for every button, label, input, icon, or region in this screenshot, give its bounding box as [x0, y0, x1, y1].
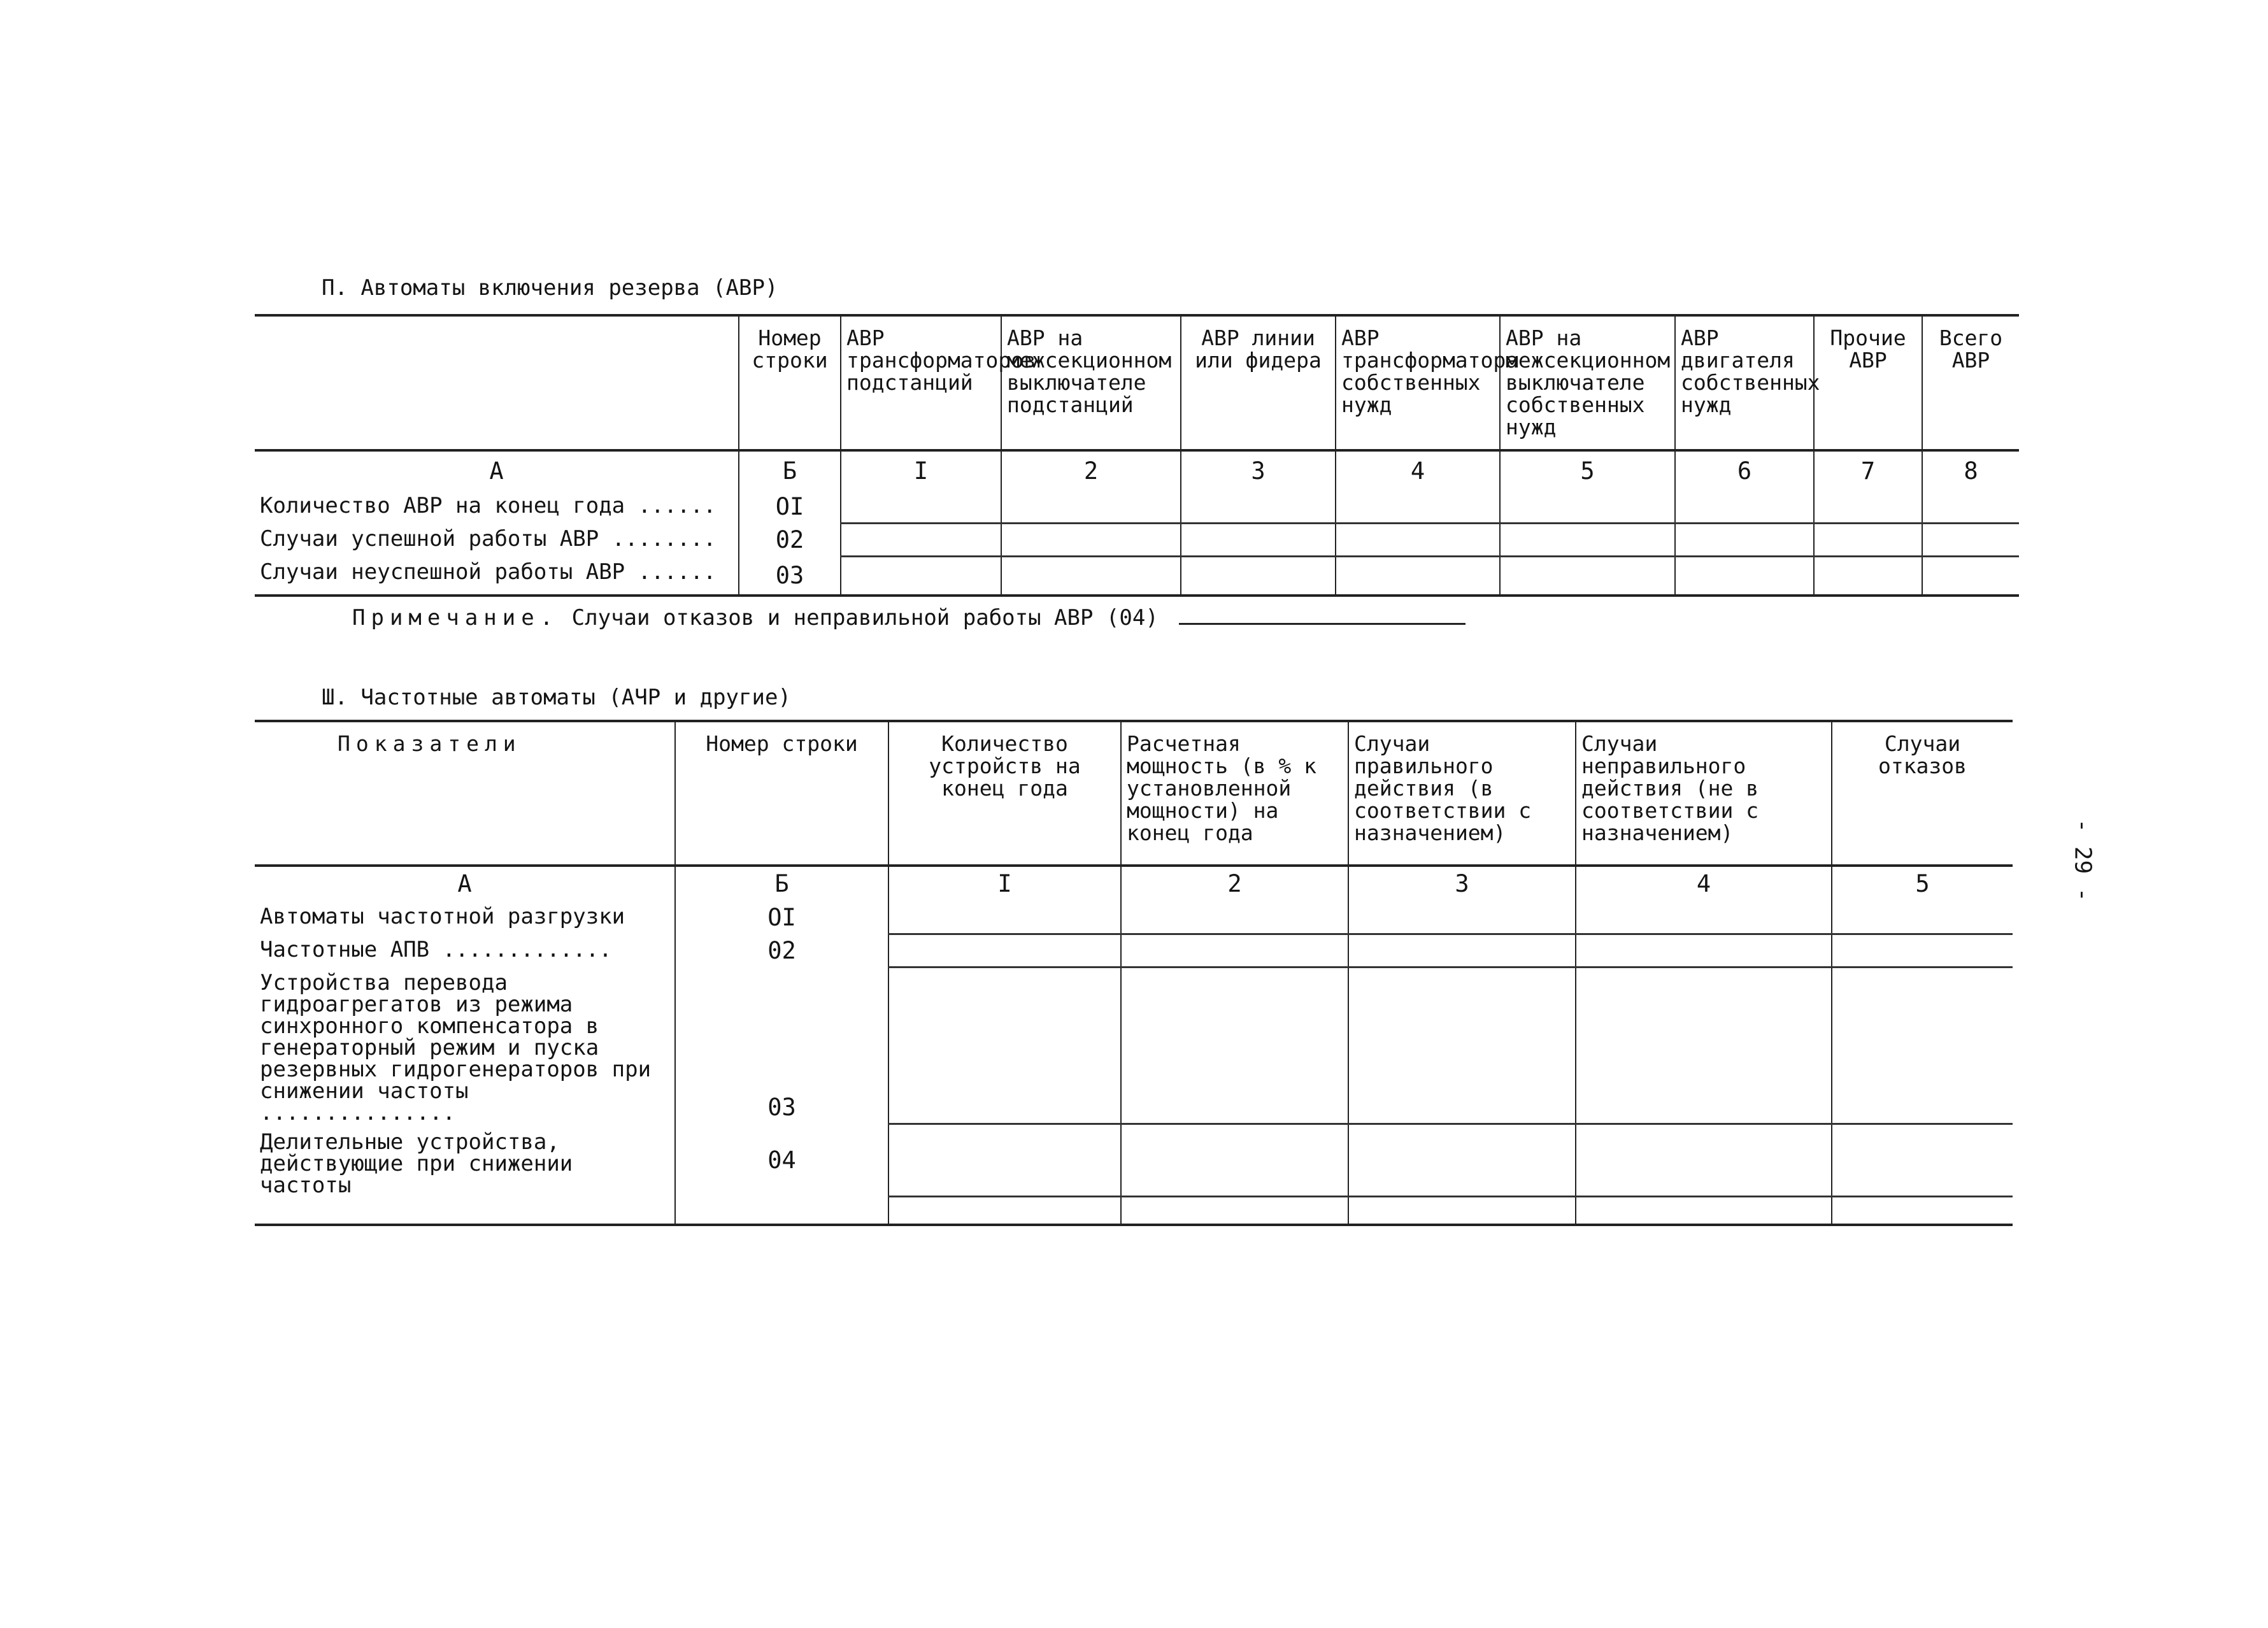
avr-header-sectional-own-needs: АВР на межсекционном выключателе собственных нужд — [1500, 315, 1675, 449]
table-row — [255, 1124, 2013, 1196]
freq-header-row — [255, 721, 2013, 864]
input-cell[interactable] — [1181, 490, 1336, 523]
input-cell[interactable] — [1348, 934, 1576, 967]
avr-note — [352, 605, 1466, 631]
page-number: - 29 - — [2069, 818, 2096, 902]
avr-header-blank — [255, 315, 739, 449]
input-cell[interactable] — [1336, 556, 1500, 596]
freq-code-3: 3 — [1348, 866, 1576, 901]
input-cell[interactable] — [1336, 523, 1500, 556]
table-row-spacer — [255, 1196, 2013, 1225]
freq-row-label: Частотные АПВ ............. — [260, 937, 612, 962]
freq-row-code: OI — [675, 901, 888, 934]
avr-code-a: А — [489, 457, 504, 485]
input-cell[interactable] — [1500, 556, 1675, 596]
freq-code-b: Б — [675, 866, 888, 901]
freq-header-failures: Случаи отказов — [1832, 721, 2013, 864]
input-cell[interactable] — [841, 523, 1001, 556]
input-cell[interactable] — [1576, 1124, 1832, 1196]
freq-header-incorrect: Случаи неправильного действия (не в соответствии с назначением) — [1576, 721, 1832, 864]
avr-code-5: 5 — [1500, 450, 1675, 490]
table-row — [255, 523, 2019, 556]
avr-header-other: Прочие АВР — [1814, 315, 1922, 449]
freq-code-2: 2 — [1121, 866, 1348, 901]
avr-row-label: Количество АВР на конец года ...... — [260, 493, 717, 518]
input-cell[interactable] — [1001, 556, 1181, 596]
input-cell[interactable] — [1500, 523, 1675, 556]
input-cell[interactable] — [1121, 1124, 1348, 1196]
avr-header-line-feeder: АВР линии или фидера — [1181, 315, 1336, 449]
input-cell[interactable] — [1922, 490, 2019, 523]
freq-row-label: Устройства перевода гидроагрегатов из режима синхронного компенсатора в генераторный режим и пуска резервных гидрогенераторов при снижении частоты ............... — [260, 970, 652, 1125]
freq-header-correct: Случаи правильного действия (в соответствии с назначением) — [1348, 721, 1576, 864]
freq-header-power: Расчетная мощность (в % к установленной мощности) на конец года — [1121, 721, 1348, 864]
avr-code-1: I — [841, 450, 1001, 490]
note-prefix: Примечание. — [352, 605, 559, 631]
input-cell[interactable] — [1832, 967, 2013, 1124]
avr-row-label: Случаи неуспешной работы АВР ...... — [255, 556, 739, 596]
avr-code-8: 8 — [1922, 450, 2019, 490]
table-row — [255, 967, 2013, 1124]
input-cell[interactable] — [1121, 901, 1348, 934]
table-row — [255, 901, 2013, 934]
input-cell[interactable] — [1121, 967, 1348, 1124]
avr-code-b: Б — [739, 450, 841, 490]
section2-title: П. Автоматы включения резерва (АВР) — [322, 275, 778, 301]
freq-row-label: Делительные устройства, действующие при снижении частоты — [260, 1129, 573, 1198]
input-cell[interactable] — [1336, 490, 1500, 523]
input-cell[interactable] — [888, 901, 1121, 934]
input-cell[interactable] — [1832, 1124, 2013, 1196]
avr-code-6: 6 — [1675, 450, 1814, 490]
freq-code-1: I — [888, 866, 1121, 901]
freq-code-5: 5 — [1832, 866, 2013, 901]
avr-code-2: 2 — [1001, 450, 1181, 490]
input-cell[interactable] — [1832, 901, 2013, 934]
input-cell[interactable] — [1832, 934, 2013, 967]
avr-code-7: 7 — [1814, 450, 1922, 490]
avr-header-motor: АВР двигателя собственных нужд — [1675, 315, 1814, 449]
avr-codes-row — [255, 450, 2019, 490]
avr-header-row-number: Номер строки — [739, 315, 841, 449]
avr-row-label: Случаи успешной работы АВР ........ — [260, 526, 717, 552]
note-text: Случаи отказов и неправильной работы АВР (04) — [571, 605, 1159, 631]
frequency-table — [255, 720, 2013, 1226]
input-cell[interactable] — [888, 967, 1121, 1124]
input-cell[interactable] — [1001, 490, 1181, 523]
input-cell[interactable] — [1181, 523, 1336, 556]
avr-header-sectional-substation: АВР на межсекционном выключателе подстанций — [1001, 315, 1181, 449]
freq-header-device-count: Количество устройств на конец года — [888, 721, 1121, 864]
input-cell[interactable] — [1500, 490, 1675, 523]
note-blank-line[interactable] — [1179, 605, 1466, 625]
freq-code-4: 4 — [1576, 866, 1832, 901]
avr-header-row — [255, 315, 2019, 449]
freq-codes-row — [255, 866, 2013, 901]
input-cell[interactable] — [841, 490, 1001, 523]
input-cell[interactable] — [1675, 523, 1814, 556]
avr-header-total: Всего АВР — [1922, 315, 2019, 449]
input-cell[interactable] — [1675, 490, 1814, 523]
input-cell[interactable] — [1814, 556, 1922, 596]
avr-header-own-needs-transformer: АВР трансформатора собственных нужд — [1336, 315, 1500, 449]
input-cell[interactable] — [888, 934, 1121, 967]
input-cell[interactable] — [1348, 1124, 1576, 1196]
avr-row-code: OI — [739, 490, 841, 523]
input-cell[interactable] — [1348, 901, 1576, 934]
table-row — [255, 556, 2019, 596]
avr-row-code: 03 — [739, 556, 841, 596]
input-cell[interactable] — [1181, 556, 1336, 596]
freq-row-label: Автоматы частотной разгрузки — [260, 904, 625, 929]
table-row — [255, 490, 2019, 523]
input-cell[interactable] — [1121, 934, 1348, 967]
input-cell[interactable] — [1576, 901, 1832, 934]
avr-code-3: 3 — [1181, 450, 1336, 490]
input-cell[interactable] — [841, 556, 1001, 596]
input-cell[interactable] — [888, 1124, 1121, 1196]
input-cell[interactable] — [1814, 490, 1922, 523]
input-cell[interactable] — [1348, 967, 1576, 1124]
freq-header-row-number: Номер строки — [675, 721, 888, 864]
input-cell[interactable] — [1814, 523, 1922, 556]
section3-title: Ш. Частотные автоматы (АЧР и другие) — [322, 685, 791, 710]
input-cell[interactable] — [1922, 523, 2019, 556]
freq-row-code: 04 — [675, 1124, 888, 1196]
avr-table — [255, 314, 2019, 597]
freq-row-code: 03 — [675, 967, 888, 1124]
input-cell[interactable] — [1001, 523, 1181, 556]
freq-row-code: 02 — [675, 934, 888, 967]
input-cell[interactable] — [1922, 556, 2019, 596]
input-cell[interactable] — [1675, 556, 1814, 596]
avr-code-4: 4 — [1336, 450, 1500, 490]
table-row — [255, 934, 2013, 967]
freq-header-indicators: Показатели — [255, 721, 675, 864]
avr-row-code: 02 — [739, 523, 841, 556]
freq-code-a: А — [457, 870, 472, 897]
input-cell[interactable] — [1576, 967, 1832, 1124]
avr-header-transformers: АВР трансформаторов подстанций — [841, 315, 1001, 449]
input-cell[interactable] — [1576, 934, 1832, 967]
